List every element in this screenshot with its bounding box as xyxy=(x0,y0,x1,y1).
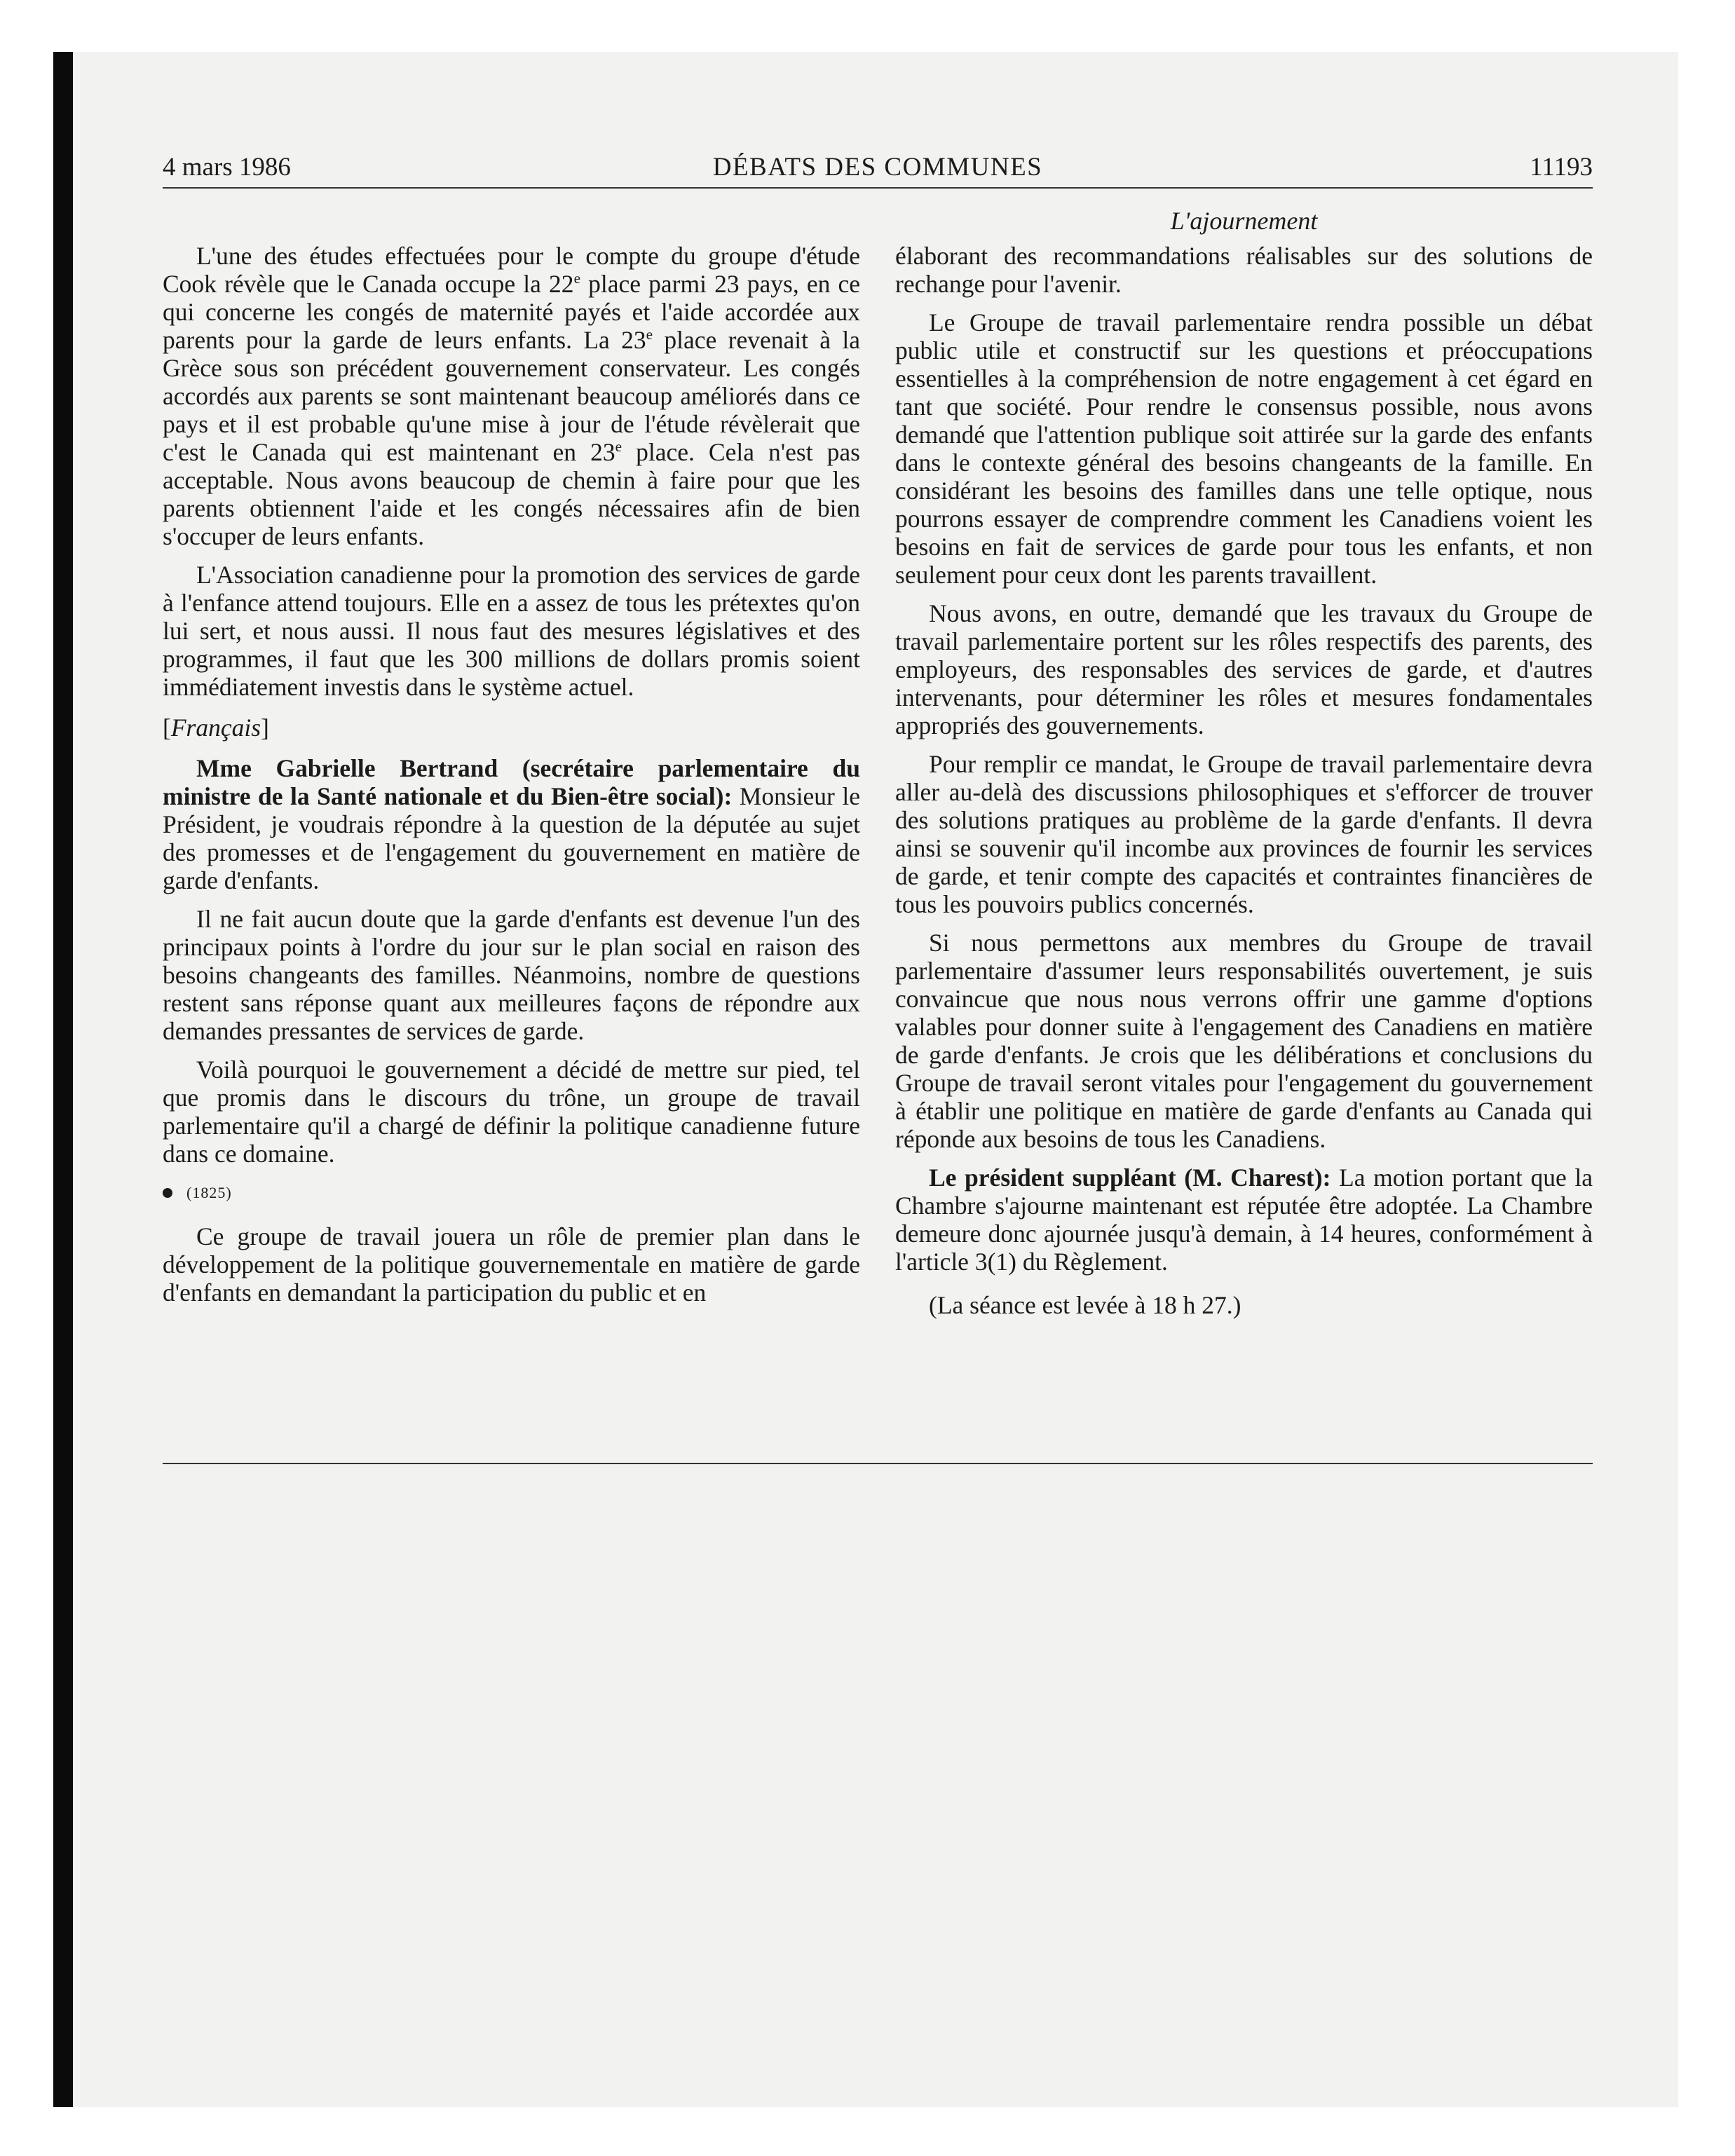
speaker-paragraph: Le président suppléant (M. Charest): La motion portant que la Chambre s'ajourne maintenant est réputée être adoptée. La Chambre demeure donc ajournée jusqu'à demain, à 14 heures, conformément à l'article 3(1) du Règlement. xyxy=(895,1164,1593,1276)
time-marker: (1825) xyxy=(163,1179,860,1207)
header-title: DÉBATS DES COMMUNES xyxy=(712,153,1043,182)
paragraph: Il ne fait aucun doute que la garde d'enfants est devenue l'un des principaux points à l'ordre du jour sur le plan social en raison des besoins changeants des familles. Néanmoins, nombre de questions restent sans réponse quant aux meilleures façons de répondre aux demandes pressantes de services de garde. xyxy=(163,905,860,1045)
header-date: 4 mars 1986 xyxy=(163,153,291,182)
paragraph: Pour remplir ce mandat, le Groupe de travail parlementaire devra aller au-delà des discussions philosophiques et s'efforcer de trouver des solutions pratiques au problème de la garde d'enfants. Il devra ainsi se souvenir qu'il incombe aux provinces de fournir les services de garde, et tenir compte des capacités et contraintes financières de tous les pouvoirs publics concernés. xyxy=(895,750,1593,918)
closing-note: (La séance est levée à 18 h 27.) xyxy=(929,1291,1241,1319)
speaker-name: Le président suppléant (M. Charest): xyxy=(929,1164,1331,1192)
language-tag: [Français] xyxy=(163,714,269,742)
paragraph: Nous avons, en outre, demandé que les travaux du Groupe de travail parlementaire portent sur les rôles respectifs des parents, des employeurs, des responsables des services de garde, et d'autres intervenants, pour déterminer les rôles et mesures fondamentales appropriés des gouvernements. xyxy=(895,599,1593,739)
left-column xyxy=(163,242,860,1317)
speaker-name: Mme Gabrielle Bertrand (secrétaire parlementaire du ministre de la Santé nationale et du Bien-être social): xyxy=(163,754,860,810)
page-number: 11193 xyxy=(1530,153,1593,182)
paragraph: Ce groupe de travail jouera un rôle de premier plan dans le développement de la politique gouvernementale en matière de garde d'enfants en demandant la participation du public et en xyxy=(163,1222,860,1306)
paragraph: Voilà pourquoi le gouvernement a décidé de mettre sur pied, tel que promis dans le discours du trône, un groupe de travail parlementaire qu'il a chargé de définir la politique canadienne future dans ce domaine. xyxy=(163,1056,860,1168)
speaker-paragraph: Mme Gabrielle Bertrand (secrétaire parlementaire du ministre de la Santé nationale et du Bien-être social): Monsieur le Président, je voudrais répondre à la question de la députée au sujet des promesses et de l'engagement du gouvernement en matière de garde d'enfants. xyxy=(163,754,860,894)
right-column xyxy=(895,242,1593,1330)
header-rule xyxy=(163,187,1593,189)
bullet-icon xyxy=(163,1188,172,1198)
paragraph: élaborant des recommandations réalisables sur des solutions de rechange pour l'avenir. xyxy=(895,242,1593,298)
footer-rule xyxy=(163,1463,1593,1464)
scan-edge xyxy=(53,52,73,2107)
running-header xyxy=(163,152,1593,187)
paragraph: Si nous permettons aux membres du Groupe de travail parlementaire d'assumer leurs responsabilités ouvertement, je suis convaincue que nous nous verrons offrir une gamme d'options valables pour donner suite à l'engagement des Canadiens en matière de garde d'enfants. Je crois que les délibérations et conclusions du Groupe de travail seront vitales pour l'engagement du gouvernement à établir une politique en matière de garde d'enfants au Canada qui réponde aux besoins de tous les Canadiens. xyxy=(895,929,1593,1153)
paragraph: L'Association canadienne pour la promotion des services de garde à l'enfance attend toujours. Elle en a assez de tous les prétextes qu'on lui sert, et nous aussi. Il nous faut des mesures législatives et des programmes, il faut que les 300 millions de dollars promis soient immédiatement investis dans le système actuel. xyxy=(163,561,860,701)
section-title: L'ajournement xyxy=(1170,207,1318,235)
document-page xyxy=(163,0,1593,2156)
paragraph: Le Groupe de travail parlementaire rendra possible un débat public utile et constructif sur les questions et préoccupations essentielles à la compréhension de notre engagement à cet égard en tant que société. Pour rendre le consensus possible, nous avons demandé que l'attention publique soit attirée sur la garde des enfants dans le contexte général des besoins changeants de la famille. En considérant les besoins des familles dans une telle optique, nous pourrons essayer de comprendre comment les Canadiens voient les besoins en fait de services de garde pour tous les enfants, et non seulement pour ceux dont les parents travaillent. xyxy=(895,308,1593,589)
paragraph: L'une des études effectuées pour le compte du groupe d'étude Cook révèle que le Canada occupe la 22e place parmi 23 pays, en ce qui concerne les congés de maternité payés et l'aide accordée aux parents pour la garde de leurs enfants. La 23e place revenait à la Grèce sous son précédent gouvernement conservateur. Les congés accordés aux parents se sont maintenant beaucoup améliorés dans ce pays et il est probable qu'une mise à jour de l'étude révèlerait que c'est le Canada qui est maintenant en 23e place. Cela n'est pas acceptable. Nous avons beaucoup de chemin à faire pour que les parents obtiennent l'aide et les congés nécessaires afin de bien s'occuper de leurs enfants. xyxy=(163,242,860,550)
